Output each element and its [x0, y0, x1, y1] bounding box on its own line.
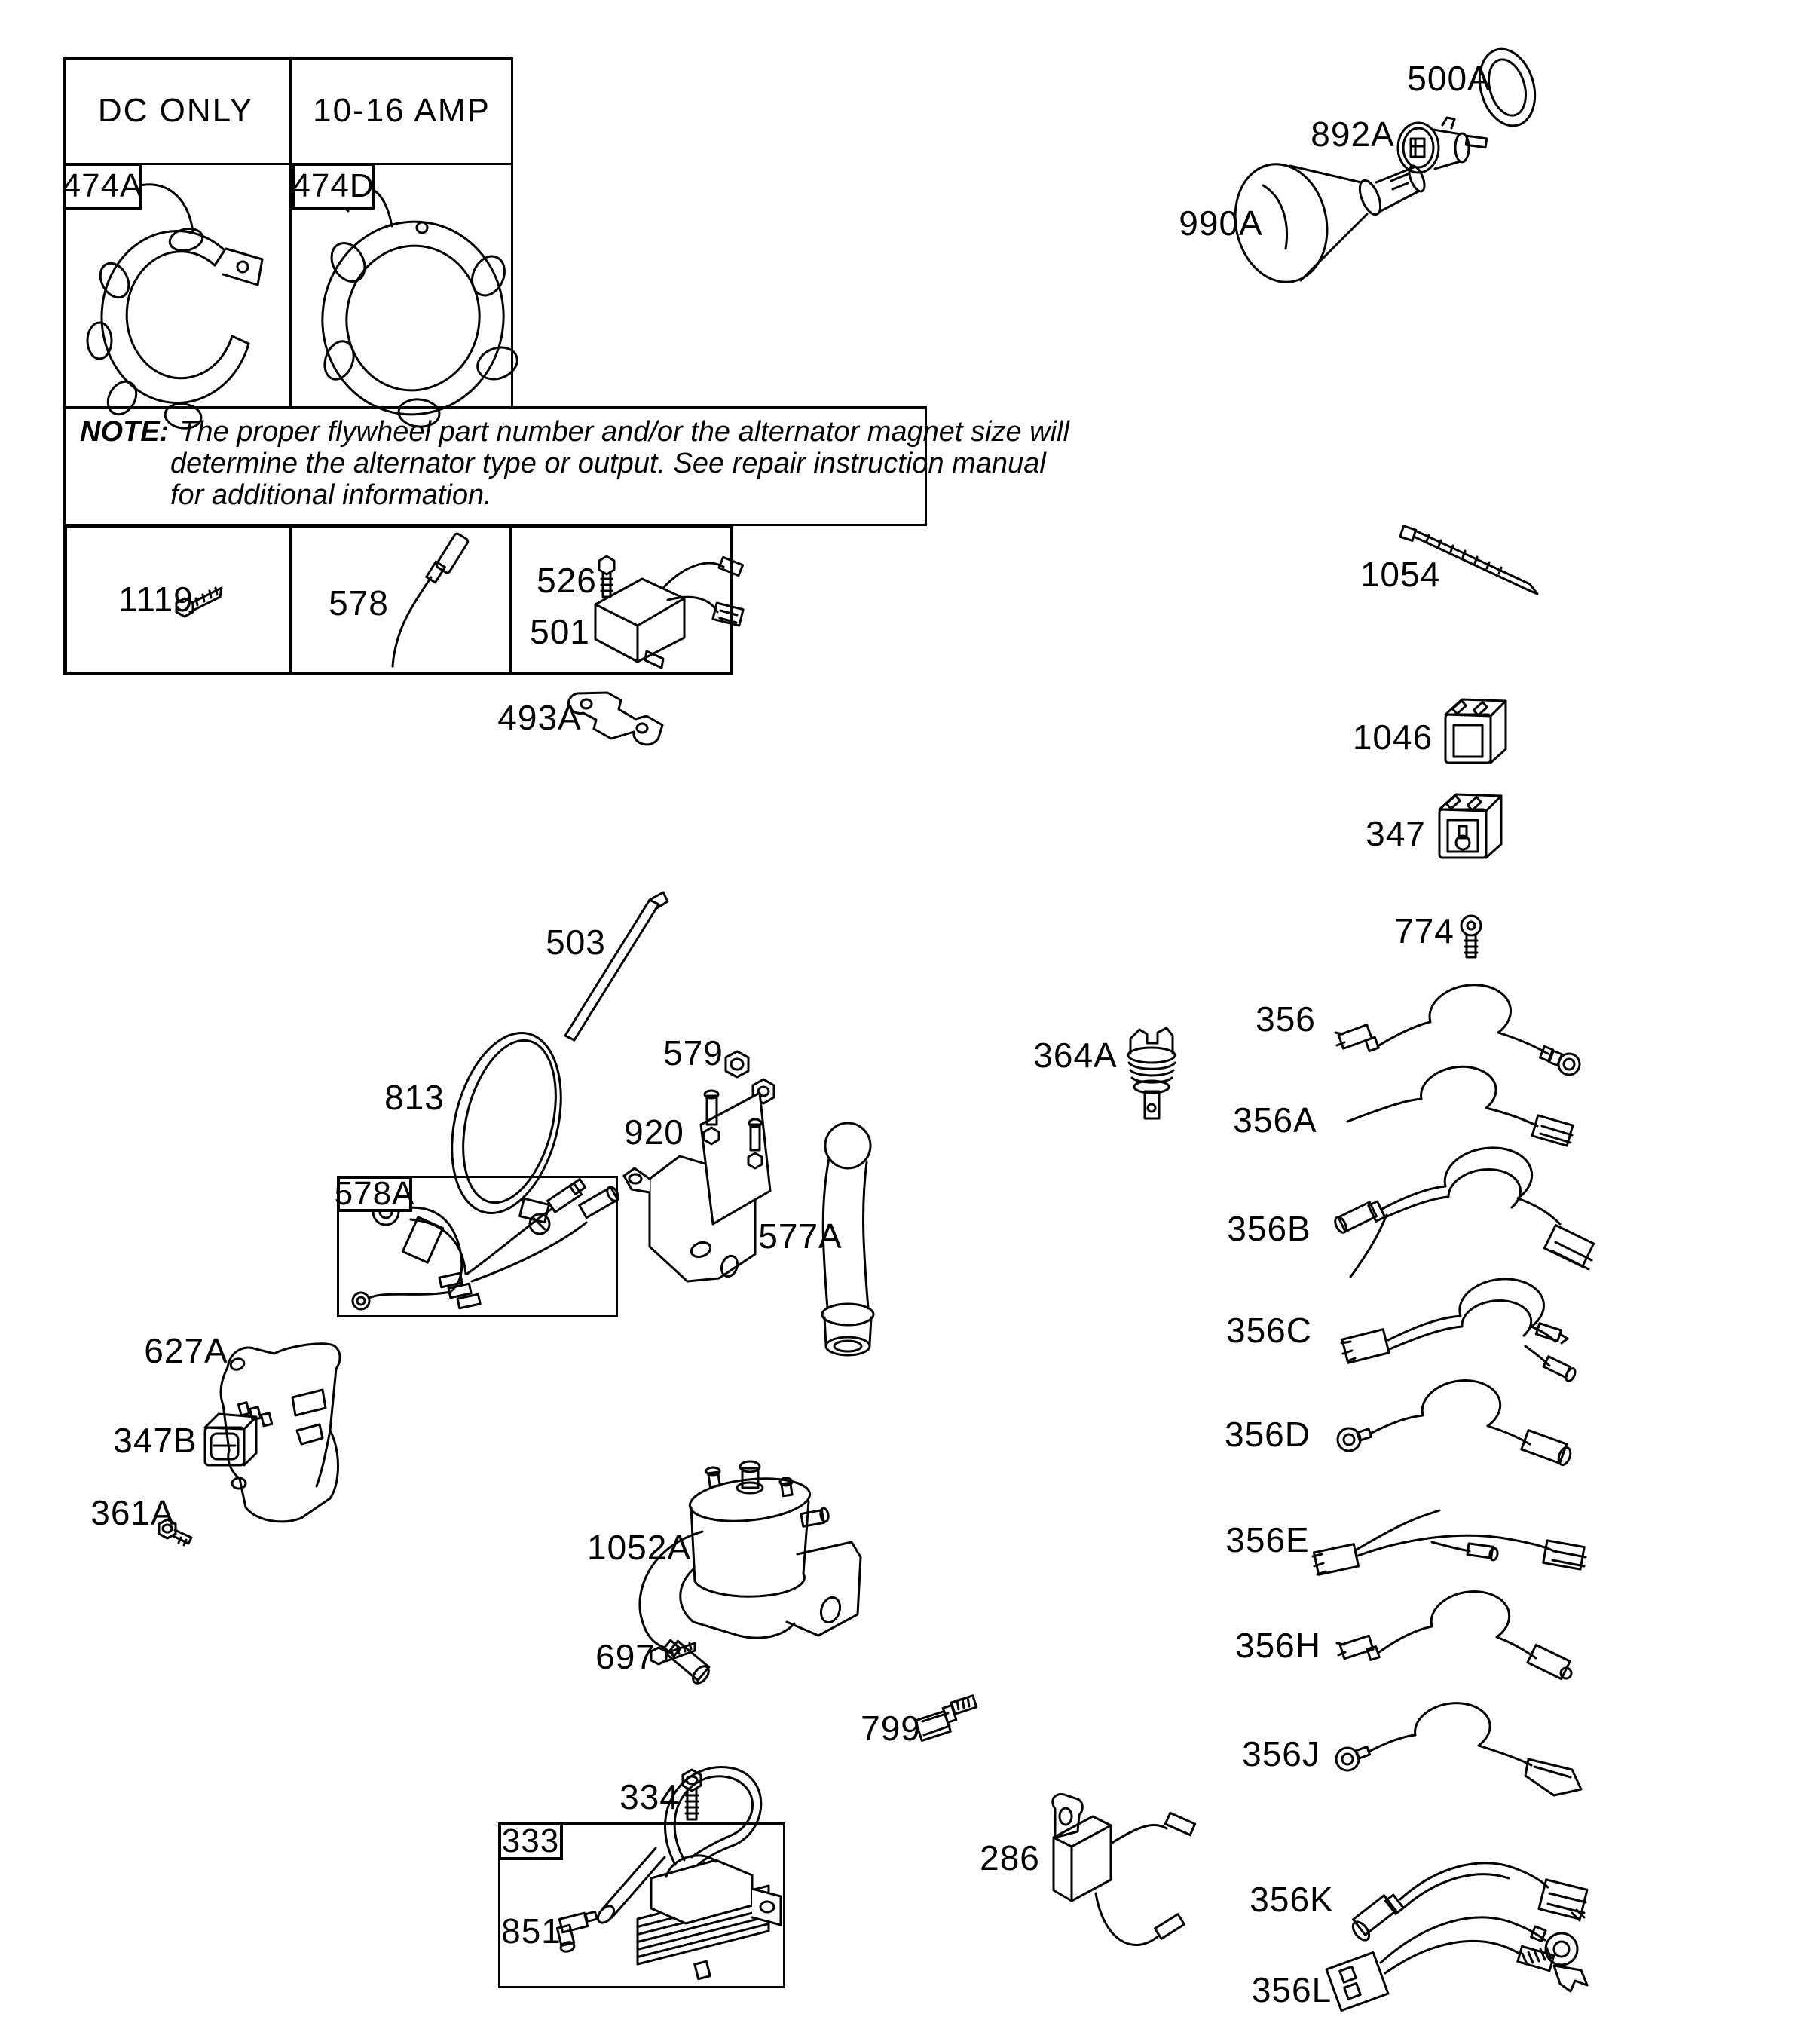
- nuts-579-illustration: [726, 1051, 774, 1103]
- part-callout-356H: 356H: [1235, 1626, 1321, 1665]
- screw-774-illustration: [1461, 916, 1481, 957]
- harness-356B-illustration: [1333, 1148, 1594, 1277]
- note-label: NOTE:: [80, 416, 170, 448]
- harness-356H-illustration: [1337, 1592, 1571, 1679]
- part-callout-501: 501: [530, 612, 590, 651]
- part-callout-1052A: 1052A: [586, 1528, 692, 1567]
- part-callout-799: 799: [861, 1709, 921, 1748]
- part-callout-356L: 356L: [1251, 1970, 1332, 2009]
- harness-356L-illustration: [1326, 1917, 1587, 2011]
- part-callout-347: 347: [1366, 814, 1426, 853]
- part-ref-box-333: 333: [498, 1822, 563, 1860]
- alternator-stator-474A-illustration: [74, 179, 262, 431]
- switch-housing-1046-illustration: [1445, 699, 1506, 763]
- part-callout-361A: 361A: [90, 1493, 175, 1532]
- key-switch-892A-illustration: [1398, 118, 1487, 173]
- harness-356E-illustration: [1313, 1510, 1586, 1574]
- part-callout-334: 334: [619, 1777, 680, 1816]
- part-callout-526: 526: [537, 561, 597, 600]
- part-callout-920: 920: [624, 1112, 684, 1152]
- part-callout-356C: 356C: [1226, 1311, 1312, 1350]
- part-callout-286: 286: [980, 1838, 1040, 1877]
- part-callout-813: 813: [384, 1078, 445, 1117]
- part-callout-356: 356: [1256, 999, 1316, 1039]
- part-callout-356K: 356K: [1250, 1880, 1334, 1919]
- part-callout-851: 851: [501, 1911, 561, 1951]
- alternator-stator-474D-illustration: [310, 179, 522, 428]
- part-callout-579: 579: [663, 1033, 723, 1073]
- elbow-connector-851-illustration: [557, 1911, 597, 1953]
- part-callout-892A: 892A: [1311, 115, 1395, 154]
- harness-356J-illustration: [1336, 1703, 1581, 1795]
- part-callout-500A: 500A: [1407, 59, 1491, 98]
- lead-wire-578-illustration: [393, 533, 469, 666]
- harness-356D-illustration: [1338, 1381, 1573, 1467]
- part-callout-493A: 493A: [497, 698, 582, 737]
- part-callout-1119: 1119: [118, 580, 194, 619]
- part-callout-356B: 356B: [1227, 1209, 1311, 1248]
- part-callout-503: 503: [546, 923, 606, 962]
- part-callout-697: 697: [595, 1637, 656, 1676]
- part-callout-356E: 356E: [1225, 1520, 1310, 1559]
- note-text-line-2: determine the alternator type or output. See repair instruction manual: [170, 448, 1046, 479]
- table-header-dc-only: DC ONLY: [97, 92, 254, 129]
- part-callout-990A: 990A: [1179, 204, 1263, 243]
- harness-356A-illustration: [1347, 1066, 1573, 1146]
- note-text-line-1: NOTE: The proper flywheel part number and/or the alternator magnet size will: [80, 416, 1069, 448]
- part-callout-578: 578: [329, 583, 389, 623]
- switch-347-illustration: [1439, 794, 1501, 858]
- air-baffle-503-illustration: [565, 892, 668, 1040]
- part-callout-364A: 364A: [1033, 1036, 1118, 1075]
- fitting-799-illustration: [916, 1696, 977, 1741]
- part-ref-box-474A: 474A: [63, 163, 142, 210]
- diode-module-286-illustration: [1053, 1794, 1195, 1945]
- part-callout-1046: 1046: [1352, 718, 1433, 757]
- table-header-10-16-amp: 10-16 AMP: [313, 92, 491, 129]
- part-callout-356D: 356D: [1225, 1415, 1311, 1454]
- part-callout-577A: 577A: [758, 1216, 843, 1256]
- part-ref-box-474D: 474D: [292, 163, 375, 210]
- part-callout-774: 774: [1394, 911, 1454, 950]
- oil-sensor-364A-illustration: [1128, 1028, 1175, 1118]
- harness-356-illustration: [1335, 985, 1580, 1075]
- bracket-493A-illustration: [568, 693, 662, 745]
- harness-356K-illustration: [1350, 1863, 1587, 1943]
- part-ref-box-578A: 578A: [334, 1175, 415, 1212]
- bracket-627A-illustration: [221, 1344, 340, 1522]
- regulator-501-illustration: [595, 557, 743, 668]
- harness-356C-illustration: [1341, 1279, 1577, 1382]
- bolt-526-illustration: [599, 556, 614, 597]
- part-callout-356A: 356A: [1233, 1100, 1317, 1140]
- part-callout-347B: 347B: [113, 1421, 197, 1460]
- part-callout-1054: 1054: [1360, 555, 1441, 594]
- clamp-ring-813-illustration: [435, 1021, 579, 1234]
- note-text-line-3: for additional information.: [170, 479, 492, 511]
- part-callout-627A: 627A: [144, 1331, 228, 1370]
- part-callout-356J: 356J: [1242, 1734, 1320, 1773]
